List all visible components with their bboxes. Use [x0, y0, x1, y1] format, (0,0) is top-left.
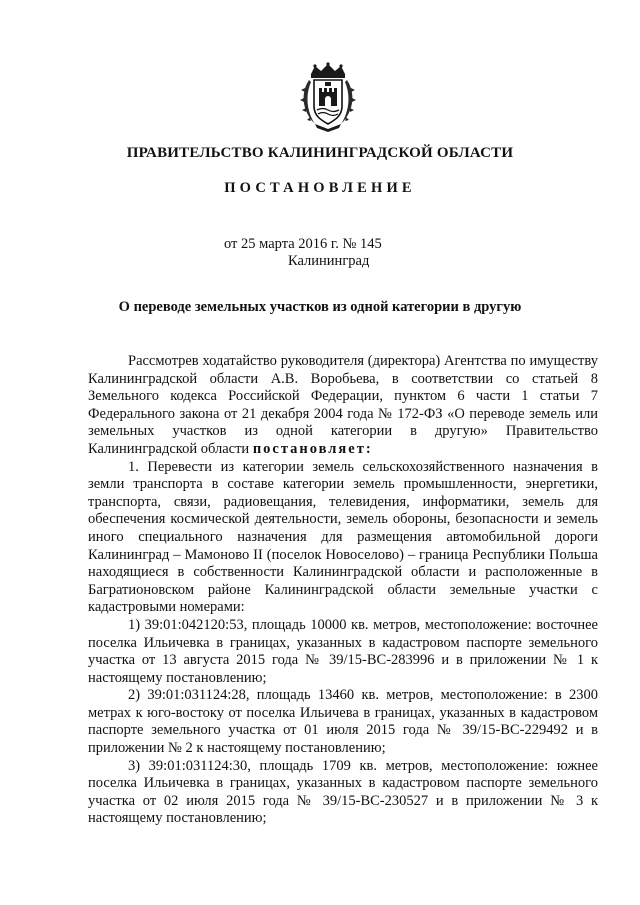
coat-of-arms-emblem [297, 62, 359, 132]
document-body [88, 353, 598, 828]
clause-1-paragraph: 1. Перевести из категории земель сельскохозяйственного назначения в земли транспорта в составе категории земель промышленности, энергетики, транспорта, связи, радиовещания, телевидения, информатики, земель для обеспечения космической деятельности, земель обороны, безопасности и земель иного специального назначения для размещения автомобильной дороги Калининград – Мамоново II (поселок Новоселово) – граница Республики Польша находящиеся в собственности Калининградской области и расположенные в Багратионовском районе Калининградской области земельные участки с кадастровыми номерами: [88, 458, 598, 616]
document-type: ПОСТАНОВЛЕНИЕ [224, 180, 416, 196]
document-subject: О переводе земельных участков из одной категории в другую [118, 299, 522, 315]
parcel-item-1: 1) 39:01:042120:53, площадь 10000 кв. метров, местоположение: восточнее поселка Ильичевка в границах, указанных в кадастровом паспорте земельного участка от 13 августа 2015 года № 39/15-ВС-283996 и в приложении № 1 к настоящему постановлению; [88, 616, 598, 686]
government-title: ПРАВИТЕЛЬСТВО КАЛИНИНГРАДСКОЙ ОБЛАСТИ [126, 145, 514, 161]
intro-paragraph [88, 353, 598, 459]
intro-text: Рассмотрев ходатайство руководителя (директора) Агентства по имуществу Калининградской области А.В. Воробьева, в соответствии со статьей 8 Земельного кодекса Российской Федерации, пунктом 6 части 1 статьи 7 Федерального закона от 21 декабря 2004 года № 172-ФЗ «О переводе земель или земельных участков из одной категории в другую» Правительство Калининградской области [88, 353, 598, 457]
decree-word: постановляет: [252, 440, 373, 457]
document-city: Калининград [288, 253, 370, 269]
document-date-number: от 25 марта 2016 г. № 145 [224, 236, 382, 252]
parcel-item-3: 3) 39:01:031124:30, площадь 1709 кв. метров, местоположение: южнее поселка Ильичевка в границах, указанных в кадастровом паспорте земельного участка от 02 июля 2015 года № 39/15-ВС-230527 и в приложении № 3 к настоящему постановлению; [88, 757, 598, 827]
parcel-item-2: 2) 39:01:031124:28, площадь 13460 кв. метров, местоположение: в 2300 метрах к юго-востоку от поселка Ильичева в границах, указанных в кадастровом паспорте земельного участка от 01 июля 2015 года № 39/15-ВС-229492 и в приложении № 2 к настоящему постановлению; [88, 687, 598, 757]
